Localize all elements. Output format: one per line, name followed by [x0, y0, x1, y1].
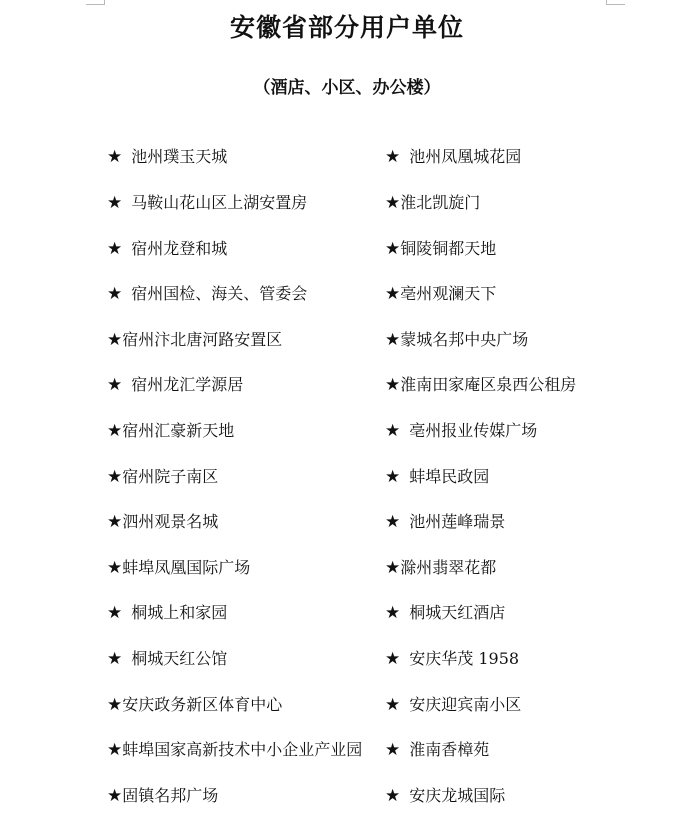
list-item	[107, 557, 250, 579]
black-star-icon: ★	[107, 193, 123, 213]
black-star-icon: ★	[385, 786, 401, 806]
list-item-label: 宿州汇豪新天地	[122, 421, 235, 440]
black-star-icon: ★	[107, 330, 123, 350]
black-star-icon: ★	[385, 603, 401, 623]
list-item	[385, 785, 505, 807]
list-item	[385, 739, 489, 761]
list-item	[107, 511, 218, 533]
black-star-icon: ★	[107, 375, 123, 395]
list-item	[385, 602, 505, 624]
black-star-icon: ★	[385, 740, 401, 760]
list-item-label: 池州莲峰瑞景	[409, 512, 506, 531]
list-item-label: 蚌埠凤凰国际广场	[122, 558, 251, 577]
list-item	[107, 739, 362, 761]
list-item	[385, 557, 496, 579]
black-star-icon: ★	[107, 239, 123, 259]
list-item-label: 宿州龙登和城	[131, 239, 228, 258]
list-item	[385, 511, 505, 533]
black-star-icon: ★	[385, 421, 401, 441]
list-item-label: 亳州报业传媒广场	[409, 421, 538, 440]
list-item-label: 淮南香樟苑	[409, 740, 490, 759]
list-item-label: 桐城天红公馆	[131, 649, 228, 668]
list-item	[107, 283, 307, 305]
list-item	[107, 466, 218, 488]
list-item	[107, 694, 282, 716]
black-star-icon: ★	[385, 330, 401, 350]
list-item	[385, 648, 519, 670]
list-item-label: 滁州翡翠花都	[400, 558, 497, 577]
black-star-icon: ★	[385, 558, 401, 578]
black-star-icon: ★	[107, 284, 123, 304]
black-star-icon: ★	[107, 467, 123, 487]
list-item-label: 宿州龙汇学源居	[131, 375, 244, 394]
black-star-icon: ★	[385, 284, 401, 304]
black-star-icon: ★	[107, 512, 123, 532]
list-item	[385, 283, 496, 305]
black-star-icon: ★	[385, 467, 401, 487]
list-item-label: 宿州国检、海关、管委会	[131, 284, 308, 303]
black-star-icon: ★	[385, 695, 401, 715]
list-item	[385, 146, 521, 168]
page-corner-mark-left	[86, 0, 105, 5]
black-star-icon: ★	[107, 695, 123, 715]
list-item	[107, 648, 227, 670]
black-star-icon: ★	[107, 603, 123, 623]
list-item-label: 安庆迎宾南小区	[409, 695, 522, 714]
list-item	[107, 602, 227, 624]
list-item	[107, 238, 227, 260]
black-star-icon: ★	[385, 193, 401, 213]
list-item-label: 安庆政务新区体育中心	[122, 695, 283, 714]
list-item-label: 淮南田家庵区泉西公租房	[400, 375, 577, 394]
black-star-icon: ★	[385, 147, 401, 167]
black-star-icon: ★	[107, 786, 123, 806]
list-item-label: 安庆龙城国际	[409, 786, 506, 805]
list-item-label: 蚌埠国家高新技术中小企业产业园	[122, 740, 363, 759]
list-item-label: 泗州观景名城	[122, 512, 219, 531]
list-item-label: 蒙城名邦中央广场	[400, 330, 529, 349]
list-item-label: 铜陵铜都天地	[400, 239, 497, 258]
list-item	[385, 329, 528, 351]
list-item	[107, 329, 282, 351]
list-item	[107, 192, 307, 214]
list-item	[107, 146, 227, 168]
page-title: 安徽省部分用户单位	[229, 13, 464, 42]
list-item	[107, 785, 218, 807]
list-item-label: 桐城天红酒店	[409, 603, 506, 622]
list-item-label: 安庆华茂 1958	[409, 649, 520, 668]
list-item-label: 桐城上和家园	[131, 603, 228, 622]
black-star-icon: ★	[385, 239, 401, 259]
list-item-label: 蚌埠民政园	[409, 467, 490, 486]
list-item	[385, 466, 489, 488]
list-item	[107, 374, 243, 396]
list-item-label: 马鞍山花山区上湖安置房	[131, 193, 308, 212]
list-item	[385, 374, 576, 396]
list-item-label: 固镇名邦广场	[122, 786, 219, 805]
list-item-label: 宿州院子南区	[122, 467, 219, 486]
list-item	[385, 694, 521, 716]
list-item	[385, 238, 496, 260]
page-corner-mark-right	[606, 0, 625, 5]
black-star-icon: ★	[107, 558, 123, 578]
list-item-label: 淮北凯旋门	[400, 193, 481, 212]
list-item-label: 亳州观澜天下	[400, 284, 497, 303]
page-subtitle: （酒店、小区、办公楼）	[253, 78, 441, 98]
black-star-icon: ★	[107, 147, 123, 167]
list-item-label: 池州璞玉天城	[131, 147, 228, 166]
list-item	[385, 192, 480, 214]
list-item	[107, 420, 234, 442]
black-star-icon: ★	[385, 375, 401, 395]
black-star-icon: ★	[107, 649, 123, 669]
black-star-icon: ★	[385, 649, 401, 669]
list-item-label: 池州凤凰城花园	[409, 147, 522, 166]
list-item-label: 宿州汴北唐河路安置区	[122, 330, 283, 349]
black-star-icon: ★	[107, 740, 123, 760]
black-star-icon: ★	[385, 512, 401, 532]
black-star-icon: ★	[107, 421, 123, 441]
list-item	[385, 420, 537, 442]
